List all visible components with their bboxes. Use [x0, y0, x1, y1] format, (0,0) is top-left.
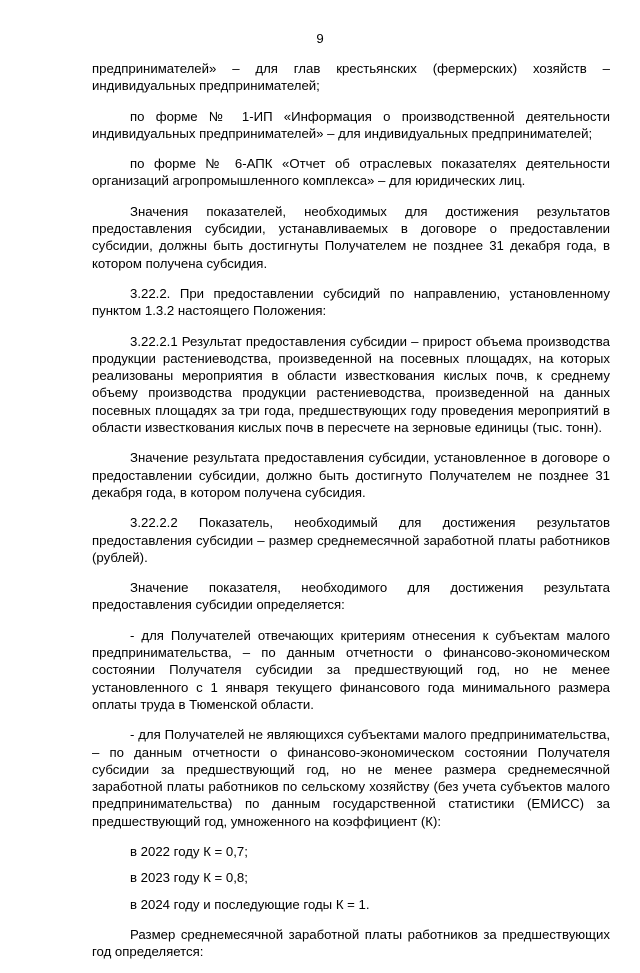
paragraph: 3.22.2.2 Показатель, необходимый для достижения результатов предоставления субсидии – размер среднемесячной заработной платы работников (рублей). [92, 515, 610, 565]
paragraph: в 2024 году и последующие годы К = 1. [130, 896, 370, 912]
paragraph: по форме № 6-АПК «Отчет об отраслевых показателях деятельности организаций агропромышленного комплекса» – для юридических лиц. [92, 156, 610, 189]
paragraph: 3.22.2. При предоставлении субсидий по направлению, установленному пунктом 1.3.2 настоящего Положения: [92, 285, 610, 319]
page-number: 9 [316, 31, 324, 46]
document-body [92, 60, 610, 973]
paragraph: в 2022 году К = 0,7; [130, 843, 248, 859]
paragraph: Размер среднемесячной заработной платы работников за предшествующих год определяется: [92, 926, 610, 960]
paragraph: по форме № 1-ИП «Информация о производственной деятельности индивидуальных предпринимателей» – для индивидуальных предпринимателей; [92, 108, 610, 141]
paragraph: предпринимателей» – для глав крестьянских (фермерских) хозяйств – индивидуальных предпринимателей; [92, 61, 610, 94]
paragraph: Значение показателя, необходимого для достижения результата предоставления субсидии определяется: [92, 580, 610, 613]
paragraph: в 2023 году К = 0,8; [130, 870, 248, 886]
paragraph: - для Получателей отвечающих критериям отнесения к субъектам малого предпринимательства, – по данным отчетности о финансово-экономическом состоянии Получателя субсидии за предшествующий год, но не менее установленного с 1 января текущего финансового года минимального размера оплаты труда в Тюменской области. [92, 627, 610, 712]
paragraph: Значение результата предоставления субсидии, установленное в договоре о предоставлении субсидии, должно быть достигнуто Получателем не позднее 31 декабря года, в котором получена субсидия. [92, 450, 610, 500]
paragraph: Значения показателей, необходимых для достижения результатов предоставления субсидии, устанавливаемых в договоре о предоставлении субсидии, должны быть достигнуты Получателем не позднее 31 декабря года, в котором получена субсидия. [92, 203, 610, 271]
paragraph: 3.22.2.1 Результат предоставления субсидии – прирост объема производства продукции растениеводства, произведенной на посевных площадях, на которых реализованы мероприятия в области известкования кислых почв, к среднему объему производства продукции растениеводства, произведенной на данных посевных площадях за три года, предшествующих году проведения мероприятий в области известкования кислых почв в пересчете на зерновые единицы (тыс. тонн). [92, 333, 610, 436]
paragraph: - для Получателей не являющихся субъектами малого предпринимательства, – по данным отчетности о финансово-экономическом состоянии Получателя субсидии за предшествующий год, но не менее размера среднемесячной заработной платы работников по сельскому хозяйству (без учета субъектов малого предпринимательства) по данным государственной статистики (ЕМИСС) за предшествующий год, умноженного на коэффициент (К): [92, 727, 610, 829]
